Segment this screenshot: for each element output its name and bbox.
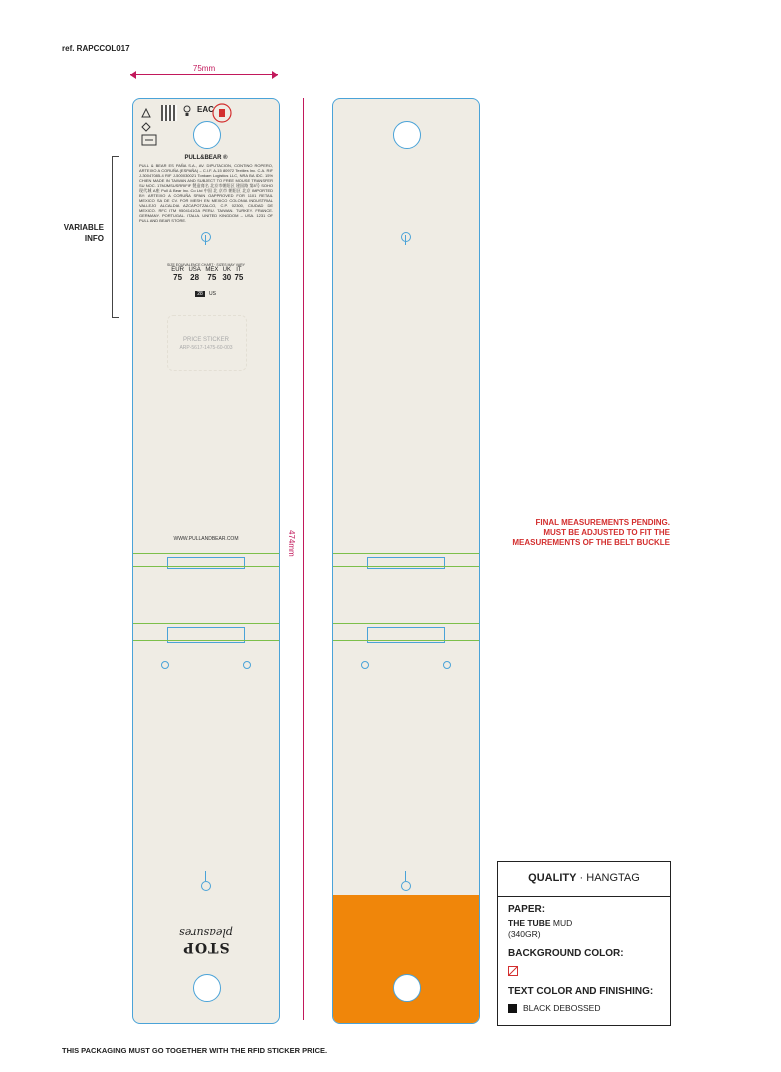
front-hanger-hole bbox=[201, 232, 211, 242]
band-line bbox=[133, 553, 279, 554]
paper-weight: (340GR) bbox=[508, 929, 541, 939]
pin-hole bbox=[243, 661, 251, 669]
size-header: USA bbox=[188, 267, 201, 273]
eac-mark-icon: EAC bbox=[197, 105, 214, 114]
packaging-footer-note: THIS PACKAGING MUST GO TOGETHER WITH THE RFID STICKER PRICE. bbox=[62, 1046, 328, 1055]
front-lower-hanger-stem bbox=[205, 871, 206, 881]
paper-name-bold: THE TUBE bbox=[508, 918, 551, 928]
size-caption: SIZE EQUIVALENCE CHART · SIZES MAY VARY bbox=[167, 263, 245, 267]
logo-wordmark: STOP bbox=[182, 939, 230, 955]
warning-line: FINAL MEASUREMENTS PENDING. bbox=[535, 518, 670, 527]
band-line bbox=[333, 640, 479, 641]
no-color-swatch-icon bbox=[508, 963, 518, 981]
variable-info-label: VARIABLE INFO bbox=[63, 223, 104, 243]
size-value: 28 bbox=[190, 273, 200, 282]
size-code-badge: 28 bbox=[195, 291, 205, 297]
back-hangtag bbox=[332, 98, 480, 1024]
warning-line: MEASUREMENTS OF THE BELT BUCKLE bbox=[512, 538, 670, 547]
back-hanger-hole bbox=[401, 232, 411, 242]
text-color-heading: TEXT COLOR AND FINISHING: bbox=[508, 986, 654, 997]
top-notch bbox=[393, 121, 421, 149]
band-line bbox=[333, 566, 479, 567]
quality-divider bbox=[498, 896, 670, 897]
size-value: 75 bbox=[173, 273, 183, 282]
brand-name: PULL&BEAR ® bbox=[184, 155, 228, 161]
recycle-icon bbox=[141, 105, 151, 115]
logo-script: pleasures bbox=[179, 926, 233, 939]
pin-hole bbox=[361, 661, 369, 669]
rfid-icon bbox=[211, 102, 233, 129]
band-line bbox=[133, 566, 279, 567]
quality-title-rest: HANGTAG bbox=[586, 872, 640, 884]
front-hangtag bbox=[132, 98, 280, 1024]
band-line bbox=[333, 623, 479, 624]
bottom-notch bbox=[193, 974, 221, 1002]
size-header: IT bbox=[236, 267, 242, 273]
band-line bbox=[133, 623, 279, 624]
pin-hole bbox=[161, 661, 169, 669]
front-lower-hanger-hole bbox=[201, 881, 211, 891]
website-url: WWW.PULLANDBEAR.COM bbox=[173, 536, 239, 542]
legal-text: PULL & BEAR ES PAÑA S.A., AV. DIPUTACION, CONTINO ROPERO, ARTEIXO A CORUÑA (ESPAÑA) – C.I.F. A-15 80972 Textiles Inc. C.A. RIF J-30047085-4 RIF J-500030021 Tonkam Logistics LLC, NRA BA IDC. 15% CHIEN MADE IN TAIWAN AND SUBJECT TO FREE MOUSE TRANSFER SU NOC. 17MJMSUSRRIFIF 製造商名 北京市朝阳区 建国路 第8号 SOHO现代城 A座 Pull & Bear Inc. Co Ltd 中国 北 京市 朝阳区 北京 IMPORTED BY: ARTEIXO A CORUÑA SPAIN OAPPROVED FOR 1101 RETAIL MEXICO SA DE CV. FOR MESH EN MEXICO COLONIA INDUSTRIAL VALLEJO ALCALDIA AZCAPOTZALCO, C.P. 02300, CIUDAD DE MEXICO. RFC ITM 9504141GA PERU. TAIWAN. TURKEY. FRANCE. GERMANY. PORTUGAL. ITALIA. UNITED KINGDOM – USA. 1231 OF PULL AND BEAR STORE. bbox=[139, 163, 273, 223]
pin-hole bbox=[443, 661, 451, 669]
height-dimension-label: 474mm bbox=[287, 530, 296, 557]
paper-name-rest: MUD bbox=[552, 918, 573, 928]
back-lower-hanger-stem bbox=[405, 871, 406, 881]
paper-symbol-icon bbox=[141, 133, 157, 145]
price-sticker-label: PRICE STICKER bbox=[182, 337, 229, 343]
stop-pleasures-logo bbox=[171, 915, 241, 955]
measurement-warning bbox=[500, 518, 670, 548]
back-lower-hanger-hole bbox=[401, 881, 411, 891]
belt-window bbox=[167, 557, 245, 569]
text-color-value: BLACK DEBOSSED bbox=[523, 1003, 601, 1013]
background-color-heading: BACKGROUND COLOR: bbox=[508, 948, 624, 959]
band-line bbox=[333, 553, 479, 554]
bottom-notch bbox=[393, 974, 421, 1002]
size-code-suffix: US bbox=[209, 291, 216, 297]
orange-color-block bbox=[333, 895, 479, 1023]
warning-line: MUST BE ADJUSTED TO FIT THE bbox=[543, 528, 670, 537]
quality-title-bold: QUALITY bbox=[528, 872, 577, 884]
size-header: UK bbox=[222, 267, 231, 273]
band-line bbox=[133, 640, 279, 641]
size-value: 75 bbox=[207, 273, 217, 282]
size-value: 30 bbox=[222, 273, 232, 282]
belt-window bbox=[367, 557, 445, 569]
width-dimension-arrow bbox=[130, 74, 278, 75]
lightbulb-icon bbox=[183, 104, 191, 116]
quality-title bbox=[498, 872, 670, 884]
price-sticker-area bbox=[167, 315, 247, 371]
width-dimension-label: 75mm bbox=[192, 64, 216, 73]
qr-code-icon bbox=[161, 105, 177, 121]
variable-info-bracket bbox=[112, 156, 119, 318]
height-dimension-line bbox=[303, 98, 304, 1020]
size-value: 75 bbox=[234, 273, 244, 282]
size-equivalence-table bbox=[169, 267, 245, 282]
price-sticker-code: ARP-5617-1475-60-003 bbox=[179, 345, 233, 351]
size-header: EUR bbox=[171, 267, 184, 273]
quality-spec-box bbox=[497, 861, 671, 1026]
quality-title-separator: · bbox=[579, 872, 584, 884]
reference-code: ref. RAPCCOL017 bbox=[62, 44, 130, 53]
size-header: MEX bbox=[205, 267, 219, 273]
paper-heading: PAPER: bbox=[508, 904, 546, 915]
black-swatch bbox=[508, 1004, 517, 1013]
packaging-symbol-icon bbox=[141, 119, 151, 129]
paper-name bbox=[508, 918, 572, 928]
